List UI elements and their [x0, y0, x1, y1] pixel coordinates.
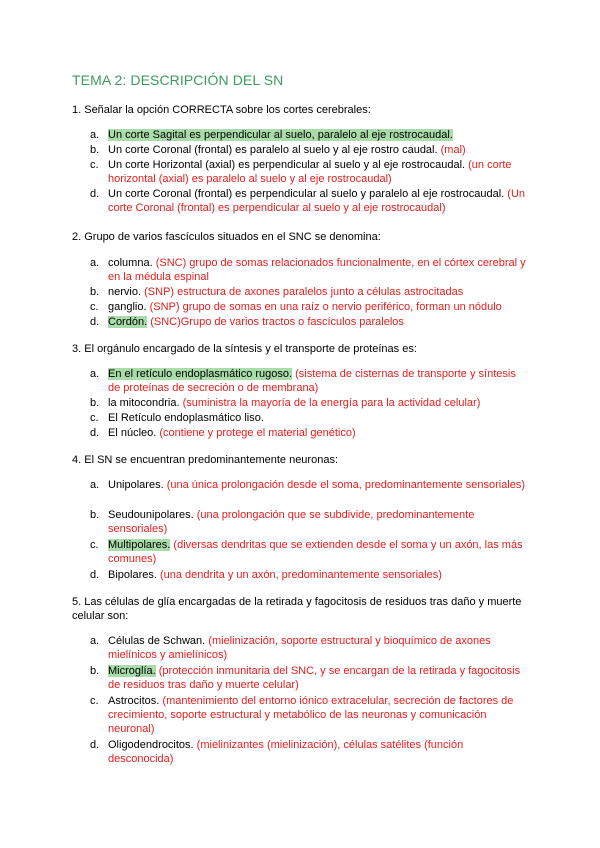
question-4-option-b — [90, 508, 530, 536]
question-5-option-b — [90, 664, 530, 692]
option-letter: b. — [90, 665, 100, 677]
option-note: (mielinizantes (mielinización), células satélites (función desconocida) — [108, 739, 464, 766]
option-letter: b. — [90, 286, 100, 298]
option-letter: a. — [90, 635, 100, 647]
option-letter: c. — [90, 301, 99, 313]
option-letter: a. — [90, 479, 100, 491]
option-text: El núcleo. — [108, 427, 157, 439]
question-2-option-a — [90, 256, 530, 284]
question-5-option-c — [90, 694, 530, 737]
option-text: Bipolares. — [108, 569, 157, 581]
option-text: nervio. — [108, 286, 142, 298]
option-text: Oligodendrocitos. — [108, 739, 194, 751]
option-note: (un corte horizontal (axial) es paralelo al suelo y al eje rostrocaudal) — [108, 159, 512, 186]
option-letter: b. — [90, 144, 100, 156]
question-5-option-d — [90, 738, 530, 766]
question-3-option-d — [90, 426, 530, 440]
option-text: En el retículo endoplasmático rugoso. — [108, 368, 293, 380]
option-text: Un corte Coronal (frontal) es paralelo al suelo y al eje rostro caudal. — [108, 144, 438, 156]
option-text: Células de Schwan. — [108, 635, 206, 647]
option-note: (una única prolongación desde el soma, predominantemente sensoriales) — [166, 479, 526, 491]
option-note: (mielinización, soporte estructural y bioquímico de axones mielínicos y amielínicos) — [108, 635, 491, 662]
option-note: (suministra la mayoría de la energía para la actividad celular) — [182, 397, 481, 409]
question-1-option-c — [90, 158, 530, 186]
option-letter: a. — [90, 129, 100, 141]
option-text: El Retículo endoplasmático liso. — [108, 412, 264, 424]
option-letter: d. — [90, 188, 100, 200]
option-letter: d. — [90, 316, 100, 328]
question-3-option-a — [90, 367, 530, 395]
option-letter: c. — [90, 159, 99, 171]
question-1-option-a — [90, 128, 530, 142]
option-note: (una prolongación que se subdivide, predominantemente sensoriales) — [108, 509, 475, 536]
option-text: Seudounipolares. — [108, 509, 194, 521]
option-text: ganglio. — [108, 301, 147, 313]
option-note: (contiene y protege el material genético) — [159, 427, 356, 439]
option-note: (diversas dendritas que se extienden desde el soma y un axón, las más comunes) — [108, 539, 523, 566]
option-note: (una dendrita y un axón, predominantemente sensoriales) — [159, 569, 442, 581]
option-note: (SNC) grupo de somas relacionados funcionalmente, en el córtex cerebral y en la médula espinal — [108, 257, 526, 284]
question-4-stem: 4. El SN se encuentran predominantemente neuronas: — [72, 454, 338, 466]
option-text: Un corte Sagital es perpendicular al suelo, paralelo al eje rostrocaudal. — [108, 129, 453, 141]
option-letter: a. — [90, 257, 100, 269]
question-2-option-b — [90, 285, 530, 299]
question-3-stem: 3. El orgánulo encargado de la síntesis y el transporte de proteínas es: — [72, 343, 417, 355]
option-letter: c. — [90, 539, 99, 551]
question-4-option-d — [90, 568, 530, 582]
option-note: (mantenimiento del entorno iónico extracelular, secreción de factores de crecimiento, soporte estructural y metabólico de las neuronas y comunicación neuronal) — [108, 695, 514, 736]
option-letter: c. — [90, 695, 99, 707]
question-1-option-b — [90, 143, 530, 157]
option-letter: d. — [90, 739, 100, 751]
question-1-option-d — [90, 187, 530, 215]
option-text: Astrocitos. — [108, 695, 160, 707]
option-text: Microglía. — [108, 665, 156, 677]
option-letter: b. — [90, 509, 100, 521]
option-note: (sistema de cisternas de transporte y síntesis de proteínas de secreción o de membrana) — [108, 368, 516, 395]
question-4-option-a — [90, 478, 530, 492]
option-note: (SNP) grupo de somas en una raíz o nervio periférico, forman un nódulo — [149, 301, 502, 313]
question-2-option-c — [90, 300, 530, 314]
question-4-option-c — [90, 538, 530, 566]
option-text: Cordón. — [108, 316, 148, 328]
question-5-stem: 5. Las células de glía encargadas de la retirada y fagocitosis de residuos tras daño y muerte celular son: — [72, 596, 522, 622]
option-note: (SNC)Grupo de varios tractos o fascículos paralelos — [150, 316, 404, 328]
option-note: (Un corte Coronal (frontal) es perpendicular al suelo y al eje rostrocaudal) — [108, 188, 526, 215]
option-text: Multipolares. — [108, 539, 171, 551]
question-5-option-a — [90, 634, 530, 662]
question-1-stem: 1. Señalar la opción CORRECTA sobre los cortes cerebrales: — [72, 104, 371, 116]
option-note: (mal) — [440, 144, 466, 156]
option-text: Unipolares. — [108, 479, 164, 491]
question-2-stem: 2. Grupo de varios fascículos situados en el SNC se denomina: — [72, 231, 381, 243]
option-letter: c. — [90, 412, 99, 424]
question-3-option-c — [90, 411, 530, 425]
option-note: (protección inmunitaria del SNC, y se encargan de la retirada y fagocitosis de residuos tras daño y muerte celular) — [108, 665, 521, 692]
option-text: Un corte Coronal (frontal) es perpendicular al suelo y paralelo al eje rostrocaudal. — [108, 188, 505, 200]
question-3-option-b — [90, 396, 530, 410]
option-note: (SNP) estructura de axones paralelos junto a células astrocitadas — [144, 286, 464, 298]
option-text: columna. — [108, 257, 153, 269]
question-2-option-d — [90, 315, 530, 329]
option-text: la mitocondria. — [108, 397, 180, 409]
option-letter: b. — [90, 397, 100, 409]
option-letter: d. — [90, 427, 100, 439]
option-letter: d. — [90, 569, 100, 581]
option-letter: a. — [90, 368, 100, 380]
document-title: TEMA 2: DESCRIPCIÓN DEL SN — [72, 72, 284, 88]
option-text: Un corte Horizontal (axial) es perpendicular al suelo y al eje rostrocaudal. — [108, 159, 466, 171]
